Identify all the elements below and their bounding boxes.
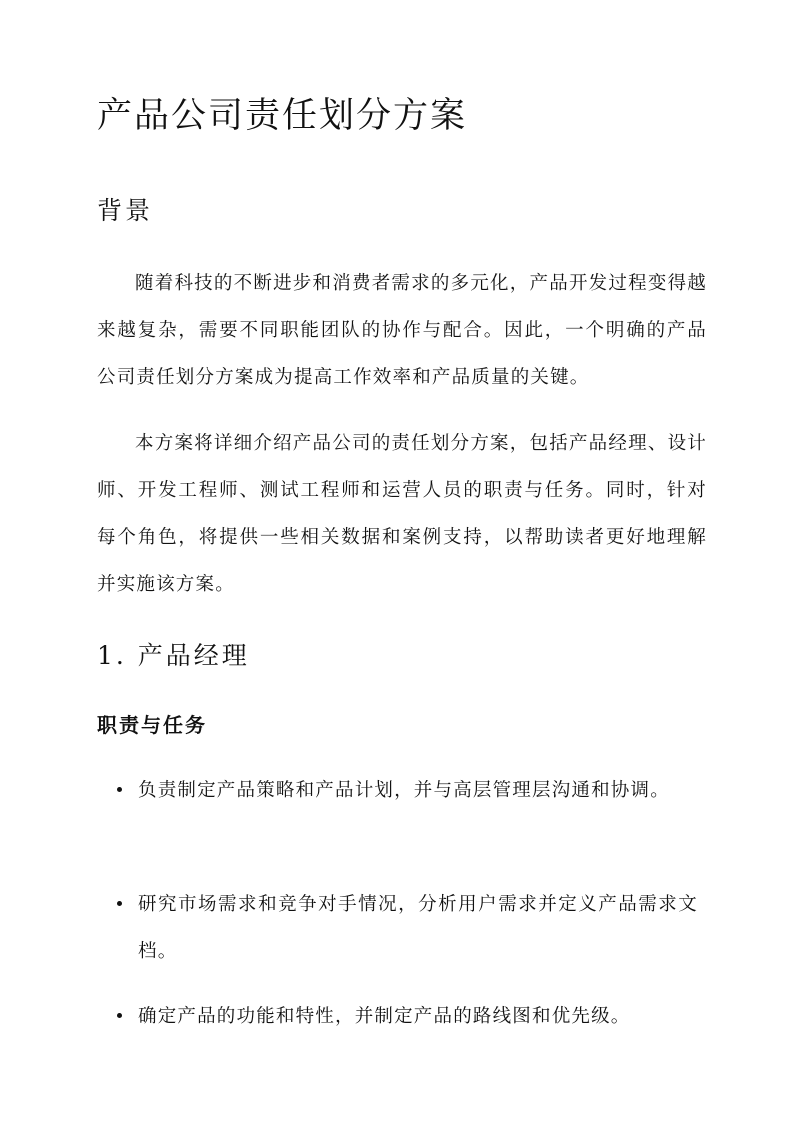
document-title: 产品公司责任划分方案 xyxy=(97,96,468,136)
list-item xyxy=(97,881,707,975)
section-heading-product-manager: 1. 产品经理 xyxy=(97,641,250,670)
section-heading-background: 背景 xyxy=(97,196,154,225)
subheading-duties: 职责与任务 xyxy=(97,713,207,737)
bullet-icon xyxy=(117,901,122,906)
list-item-text: 研究市场需求和竞争对手情况，分析用户需求并定义产品需求文档。 xyxy=(138,894,698,962)
bullet-icon xyxy=(117,787,122,792)
list-item-text: 确定产品的功能和特性，并制定产品的路线图和优先级。 xyxy=(138,1006,631,1027)
background-paragraph-1: 随着科技的不断进步和消费者需求的多元化，产品开发过程变得越来越复杂，需要不同职能团队的协作与配合。因此，一个明确的产品公司责任划分方案成为提高工作效率和产品质量的关键。 xyxy=(97,273,707,388)
bullet-icon xyxy=(117,1013,122,1018)
list-item xyxy=(97,993,707,1040)
list-item-text: 负责制定产品策略和产品计划，并与高层管理层沟通和协调。 xyxy=(138,780,670,801)
background-paragraph-2: 本方案将详细介绍产品公司的责任划分方案，包括产品经理、设计师、开发工程师、测试工程师和运营人员的职责与任务。同时，针对每个角色，将提供一些相关数据和案例支持，以帮助读者更好地理解并实施该方案。 xyxy=(97,433,707,595)
list-item xyxy=(97,767,707,814)
